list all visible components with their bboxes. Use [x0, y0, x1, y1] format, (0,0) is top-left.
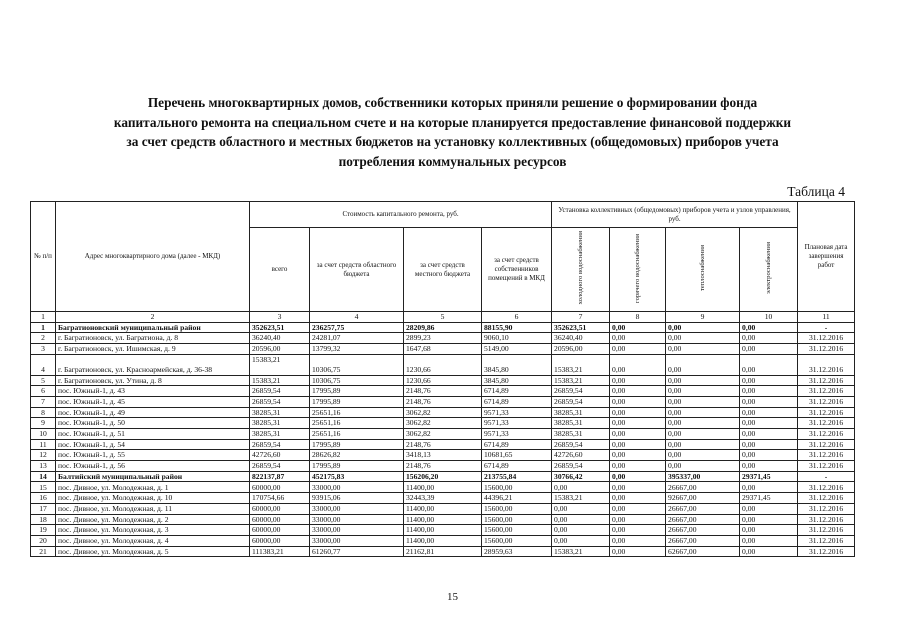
column-number: 7 — [552, 312, 610, 323]
column-number: 2 — [56, 312, 250, 323]
table-cell: 15383,21 — [552, 493, 610, 504]
table-cell: 6714,89 — [482, 439, 552, 450]
table-cell: 3 — [31, 343, 56, 354]
table-cell: 30766,42 — [552, 471, 610, 482]
table-cell: 3062,82 — [404, 429, 482, 440]
table-cell: 32443,39 — [404, 493, 482, 504]
table-cell: 36240,40 — [250, 333, 310, 344]
table-cell: 15 — [31, 482, 56, 493]
header-cost-group: Стоимость капитального ремонта, руб. — [250, 202, 552, 228]
table-cell: 0,00 — [666, 450, 740, 461]
header-local: за счет средств местного бюджета — [404, 228, 482, 312]
table-cell: 0,00 — [610, 535, 666, 546]
table-cell: 29371,45 — [740, 493, 798, 504]
table-cell: 0,00 — [610, 525, 666, 536]
table-cell: 33000,00 — [310, 503, 404, 514]
table-row — [31, 333, 855, 344]
table-cell: 21162,81 — [404, 546, 482, 557]
table-cell: 25651,16 — [310, 407, 404, 418]
table-cell: 33000,00 — [310, 514, 404, 525]
table-cell: 15600,00 — [482, 482, 552, 493]
table-cell: 19 — [31, 525, 56, 536]
table-cell: 26667,00 — [666, 482, 740, 493]
table-cell: 0,00 — [666, 407, 740, 418]
table-cell: 0,00 — [610, 482, 666, 493]
address-cell: пос. Южный-1, д. 50 — [56, 418, 250, 429]
table-cell: 0,00 — [666, 439, 740, 450]
table-cell: 31.12.2016 — [798, 535, 855, 546]
table-cell: 16 — [31, 493, 56, 504]
address-cell: пос. Дивное, ул. Молодежная, д. 10 — [56, 493, 250, 504]
table-cell: 0,00 — [552, 503, 610, 514]
table-cell: 0,00 — [610, 407, 666, 418]
table-cell: - — [798, 322, 855, 333]
table-cell: 38285,31 — [552, 418, 610, 429]
table-cell: - — [798, 471, 855, 482]
table-cell: 236257,75 — [310, 322, 404, 333]
table-cell: 0,00 — [610, 375, 666, 386]
table-cell: 11400,00 — [404, 535, 482, 546]
title-line: капитального ремонта на специальном счете и на которые планируется предоставление финансовой поддержки — [113, 114, 792, 130]
table-cell: 44396,21 — [482, 493, 552, 504]
table-cell: 452175,83 — [310, 471, 404, 482]
table-cell: 0,00 — [740, 354, 798, 375]
table-cell: 31.12.2016 — [798, 418, 855, 429]
table-cell: 31.12.2016 — [798, 493, 855, 504]
table-cell: 20596,00 — [250, 343, 310, 354]
table-row — [31, 386, 855, 397]
table-cell: 6 — [31, 386, 56, 397]
table-cell: 31.12.2016 — [798, 386, 855, 397]
table-row — [31, 418, 855, 429]
table-cell: 0,00 — [740, 375, 798, 386]
table-cell: 0,00 — [666, 343, 740, 354]
table-cell: 28959,63 — [482, 546, 552, 557]
table-cell: 11400,00 — [404, 525, 482, 536]
table-row — [31, 354, 855, 375]
table-row — [31, 322, 855, 333]
table-cell: 395337,00 — [666, 471, 740, 482]
table-cell: 11 — [31, 439, 56, 450]
address-cell: пос. Дивное, ул. Молодежная, д. 5 — [56, 546, 250, 557]
header-address: Адрес многоквартирного дома (далее - МКД) — [56, 202, 250, 312]
table-cell: 15600,00 — [482, 503, 552, 514]
table-cell: 15383,21 — [250, 375, 310, 386]
table-cell: 31.12.2016 — [798, 375, 855, 386]
table-cell: 26859,54 — [250, 461, 310, 472]
table-cell: 0,00 — [666, 396, 740, 407]
table-cell: 2 — [31, 333, 56, 344]
page-number: 15 — [447, 591, 458, 603]
table-cell: 2899,23 — [404, 333, 482, 344]
table-cell: 8 — [31, 407, 56, 418]
table-cell: 14 — [31, 471, 56, 482]
table-cell: 0,00 — [666, 354, 740, 375]
table-cell: 156206,20 — [404, 471, 482, 482]
table-cell: 33000,00 — [310, 535, 404, 546]
table-cell: 24281,07 — [310, 333, 404, 344]
table-cell: 0,00 — [610, 354, 666, 375]
column-number: 11 — [798, 312, 855, 323]
table-cell: 25651,16 — [310, 418, 404, 429]
table-cell: 31.12.2016 — [798, 343, 855, 354]
header-meters-group: Установка коллективных (общедомовых) приборов учета и узлов управления, руб. — [552, 202, 798, 228]
table-cell: 31.12.2016 — [798, 482, 855, 493]
table-cell: 10306,75 — [310, 354, 404, 375]
table-cell: 33000,00 — [310, 525, 404, 536]
header-regional: за счет средств областного бюджета — [310, 228, 404, 312]
table-cell: 822137,87 — [250, 471, 310, 482]
address-cell: Балтийский муниципальный район — [56, 471, 250, 482]
address-cell: пос. Южный-1, д. 54 — [56, 439, 250, 450]
table-cell: 2148,76 — [404, 386, 482, 397]
table-cell: 61260,77 — [310, 546, 404, 557]
header-num: № п/п — [31, 202, 56, 312]
address-cell: г. Багратионовск, ул. Багратиона, д. 8 — [56, 333, 250, 344]
table-cell: 33000,00 — [310, 482, 404, 493]
table-cell: 0,00 — [740, 343, 798, 354]
table-cell: 17 — [31, 503, 56, 514]
address-cell: пос. Южный-1, д. 45 — [56, 396, 250, 407]
table-cell: 352623,51 — [250, 322, 310, 333]
table-cell: 20 — [31, 535, 56, 546]
table-cell: 0,00 — [740, 429, 798, 440]
table-cell: 3845,80 — [482, 354, 552, 375]
table-cell: 31.12.2016 — [798, 503, 855, 514]
table-cell: 9571,33 — [482, 407, 552, 418]
table-cell: 38285,31 — [250, 407, 310, 418]
table-cell: 6714,89 — [482, 396, 552, 407]
header-electric: электроснабжения — [740, 228, 798, 312]
column-number: 5 — [404, 312, 482, 323]
table-cell: 2148,76 — [404, 461, 482, 472]
table-cell: 17995,89 — [310, 461, 404, 472]
table-cell: 213755,84 — [482, 471, 552, 482]
table-cell: 0,00 — [552, 525, 610, 536]
table-cell: 3062,82 — [404, 418, 482, 429]
table-row — [31, 461, 855, 472]
table-cell: 42726,60 — [552, 450, 610, 461]
table-row — [31, 429, 855, 440]
table-cell: 9060,10 — [482, 333, 552, 344]
buildings-table — [30, 201, 855, 557]
header-deadline: Плановая дата завершения работ — [798, 202, 855, 312]
table-cell: 60000,00 — [250, 503, 310, 514]
address-cell: пос. Южный-1, д. 55 — [56, 450, 250, 461]
table-cell: 31.12.2016 — [798, 354, 855, 375]
table-cell: 29371,45 — [740, 471, 798, 482]
header-hot-water: горячего водоснабжения — [610, 228, 666, 312]
table-row — [31, 375, 855, 386]
table-cell: 21 — [31, 546, 56, 557]
table-cell: 4 — [31, 354, 56, 375]
address-cell: пос. Южный-1, д. 51 — [56, 429, 250, 440]
table-row — [31, 535, 855, 546]
table-cell: 2148,76 — [404, 396, 482, 407]
table-cell: 10306,75 — [310, 375, 404, 386]
table-cell: 31.12.2016 — [798, 429, 855, 440]
table-cell: 17995,89 — [310, 396, 404, 407]
address-cell: г. Багратионовск, ул. Утина, д. 8 — [56, 375, 250, 386]
table-cell: 93915,06 — [310, 493, 404, 504]
table-cell: 9 — [31, 418, 56, 429]
address-cell: Багратионовский муниципальный район — [56, 322, 250, 333]
table-cell: 15600,00 — [482, 535, 552, 546]
table-cell: 26859,54 — [552, 386, 610, 397]
table-cell: 111383,21 — [250, 546, 310, 557]
table-cell: 11400,00 — [404, 514, 482, 525]
table-cell: 0,00 — [610, 333, 666, 344]
table-cell: 28209,86 — [404, 322, 482, 333]
column-number: 4 — [310, 312, 404, 323]
header-owners: за счет средств собственников помещений в МКД — [482, 228, 552, 312]
table-cell: 42726,60 — [250, 450, 310, 461]
table-cell: 62667,00 — [666, 546, 740, 557]
table-row — [31, 546, 855, 557]
table-cell: 0,00 — [610, 471, 666, 482]
column-number: 1 — [31, 312, 56, 323]
table-cell: 17995,89 — [310, 439, 404, 450]
table-cell: 15600,00 — [482, 525, 552, 536]
table-cell: 15383,21 — [552, 375, 610, 386]
table-label: Таблица 4 — [787, 184, 845, 199]
table-cell: 26859,54 — [250, 386, 310, 397]
table-cell: 28626,82 — [310, 450, 404, 461]
address-cell: пос. Дивное, ул. Молодежная, д. 4 — [56, 535, 250, 546]
title-line: потребления коммунальных ресурсов — [338, 153, 567, 169]
table-cell: 1230,66 — [404, 354, 482, 375]
table-cell: 9571,33 — [482, 418, 552, 429]
table-cell: 0,00 — [740, 546, 798, 557]
address-cell: г. Багратионовск, ул. Красноармейская, д. 36-38 — [56, 354, 250, 375]
table-cell: 0,00 — [740, 482, 798, 493]
table-cell: 3845,80 — [482, 375, 552, 386]
address-cell: г. Багратионовск, ул. Ишимская, д. 9 — [56, 343, 250, 354]
table-cell: 26667,00 — [666, 525, 740, 536]
table-cell: 18 — [31, 514, 56, 525]
table-cell: 13799,32 — [310, 343, 404, 354]
title-line: за счет средств областного и местных бюджетов на установку коллективных (общедомовых) приборов учета — [126, 134, 779, 149]
table-cell: 0,00 — [666, 375, 740, 386]
table-cell: 12 — [31, 450, 56, 461]
column-number: 9 — [666, 312, 740, 323]
table-cell: 3418,13 — [404, 450, 482, 461]
table-cell: 20596,00 — [552, 343, 610, 354]
address-cell: пос. Южный-1, д. 43 — [56, 386, 250, 397]
table-row — [31, 503, 855, 514]
table-cell: 0,00 — [610, 546, 666, 557]
table-row — [31, 439, 855, 450]
table-cell: 6714,89 — [482, 461, 552, 472]
document-title — [60, 93, 845, 171]
table-cell: 31.12.2016 — [798, 333, 855, 344]
table-cell: 31.12.2016 — [798, 407, 855, 418]
table-cell: 0,00 — [666, 333, 740, 344]
table-cell: 0,00 — [740, 535, 798, 546]
table-cell: 31.12.2016 — [798, 461, 855, 472]
table-cell: 38285,31 — [250, 418, 310, 429]
table-cell: 0,00 — [740, 461, 798, 472]
table-cell: 36240,40 — [552, 333, 610, 344]
header-total: всего — [250, 228, 310, 312]
table-cell: 0,00 — [610, 343, 666, 354]
table-cell: 25651,16 — [310, 429, 404, 440]
table-cell: 5 — [31, 375, 56, 386]
table-cell: 13 — [31, 461, 56, 472]
table-cell: 0,00 — [740, 333, 798, 344]
table-row — [31, 471, 855, 482]
table-cell: 0,00 — [610, 439, 666, 450]
table-row — [31, 493, 855, 504]
address-cell: пос. Дивное, ул. Молодежная, д. 1 — [56, 482, 250, 493]
table-cell: 0,00 — [610, 493, 666, 504]
table-cell: 11400,00 — [404, 482, 482, 493]
table-cell: 0,00 — [740, 525, 798, 536]
table-cell: 10681,65 — [482, 450, 552, 461]
column-number: 6 — [482, 312, 552, 323]
table-cell: 60000,00 — [250, 525, 310, 536]
table-cell: 92667,00 — [666, 493, 740, 504]
table-cell: 0,00 — [610, 429, 666, 440]
table-cell: 31.12.2016 — [798, 396, 855, 407]
table-row — [31, 407, 855, 418]
address-cell: пос. Дивное, ул. Молодежная, д. 11 — [56, 503, 250, 514]
table-cell: 26667,00 — [666, 514, 740, 525]
table-cell: 15383,21 — [250, 354, 310, 375]
table-cell: 11400,00 — [404, 503, 482, 514]
table-row — [31, 450, 855, 461]
table-cell: 31.12.2016 — [798, 525, 855, 536]
table-cell: 0,00 — [740, 386, 798, 397]
table-cell: 0,00 — [740, 450, 798, 461]
table-cell: 0,00 — [666, 461, 740, 472]
address-cell: пос. Дивное, ул. Молодежная, д. 2 — [56, 514, 250, 525]
table-cell: 0,00 — [666, 429, 740, 440]
table-cell: 0,00 — [666, 418, 740, 429]
table-cell: 0,00 — [666, 322, 740, 333]
table-row — [31, 343, 855, 354]
table-cell: 6714,89 — [482, 386, 552, 397]
table-cell: 5149,00 — [482, 343, 552, 354]
table-cell: 0,00 — [610, 450, 666, 461]
table-cell: 26859,54 — [250, 439, 310, 450]
table-cell: 31.12.2016 — [798, 450, 855, 461]
table-cell: 0,00 — [740, 418, 798, 429]
table-cell: 88155,90 — [482, 322, 552, 333]
table-cell: 170754,66 — [250, 493, 310, 504]
table-cell: 352623,51 — [552, 322, 610, 333]
table-cell: 0,00 — [552, 482, 610, 493]
table-cell: 0,00 — [552, 535, 610, 546]
table-cell: 0,00 — [610, 386, 666, 397]
table-cell: 26859,54 — [552, 461, 610, 472]
table-cell: 1 — [31, 322, 56, 333]
table-cell: 60000,00 — [250, 535, 310, 546]
table-cell: 38285,31 — [552, 429, 610, 440]
table-cell: 0,00 — [740, 396, 798, 407]
table-cell: 1230,66 — [404, 375, 482, 386]
address-cell: пос. Южный-1, д. 49 — [56, 407, 250, 418]
table-cell: 0,00 — [552, 514, 610, 525]
table-cell: 0,00 — [610, 514, 666, 525]
table-cell: 60000,00 — [250, 482, 310, 493]
table-cell: 9571,33 — [482, 429, 552, 440]
table-cell: 3062,82 — [404, 407, 482, 418]
table-cell: 0,00 — [666, 386, 740, 397]
table-cell: 26859,54 — [250, 396, 310, 407]
header-heat: теплоснабжения — [666, 228, 740, 312]
title-line: Перечень многоквартирных домов, собственники которых приняли решение о формировании фонда — [147, 95, 758, 110]
table-row — [31, 482, 855, 493]
table-row — [31, 525, 855, 536]
table-cell: 26667,00 — [666, 503, 740, 514]
table-cell: 31.12.2016 — [798, 546, 855, 557]
table-row — [31, 514, 855, 525]
table-cell: 26667,00 — [666, 535, 740, 546]
table-cell: 15383,21 — [552, 354, 610, 375]
table-cell: 31.12.2016 — [798, 514, 855, 525]
table-cell: 0,00 — [610, 418, 666, 429]
column-number: 8 — [610, 312, 666, 323]
table-cell: 31.12.2016 — [798, 439, 855, 450]
column-number: 10 — [740, 312, 798, 323]
table-cell: 26859,54 — [552, 439, 610, 450]
table-cell: 15600,00 — [482, 514, 552, 525]
table-row — [31, 396, 855, 407]
table-cell: 10 — [31, 429, 56, 440]
table-cell: 2148,76 — [404, 439, 482, 450]
table-cell: 0,00 — [740, 439, 798, 450]
header-cold-water: холодного водоснабжения — [552, 228, 610, 312]
table-cell: 26859,54 — [552, 396, 610, 407]
address-cell: пос. Южный-1, д. 56 — [56, 461, 250, 472]
table-cell: 17995,89 — [310, 386, 404, 397]
table-cell: 0,00 — [740, 407, 798, 418]
table-cell: 0,00 — [610, 396, 666, 407]
table-cell: 0,00 — [740, 503, 798, 514]
table-cell: 0,00 — [740, 514, 798, 525]
table-cell: 1647,68 — [404, 343, 482, 354]
table-cell: 0,00 — [610, 322, 666, 333]
column-number: 3 — [250, 312, 310, 323]
table-cell: 38285,31 — [552, 407, 610, 418]
table-cell: 60000,00 — [250, 514, 310, 525]
table-cell: 0,00 — [610, 461, 666, 472]
table-cell: 0,00 — [740, 322, 798, 333]
table-cell: 15383,21 — [552, 546, 610, 557]
address-cell: пос. Дивное, ул. Молодежная, д. 3 — [56, 525, 250, 536]
table-cell: 38285,31 — [250, 429, 310, 440]
table-cell: 7 — [31, 396, 56, 407]
table-cell: 0,00 — [610, 503, 666, 514]
